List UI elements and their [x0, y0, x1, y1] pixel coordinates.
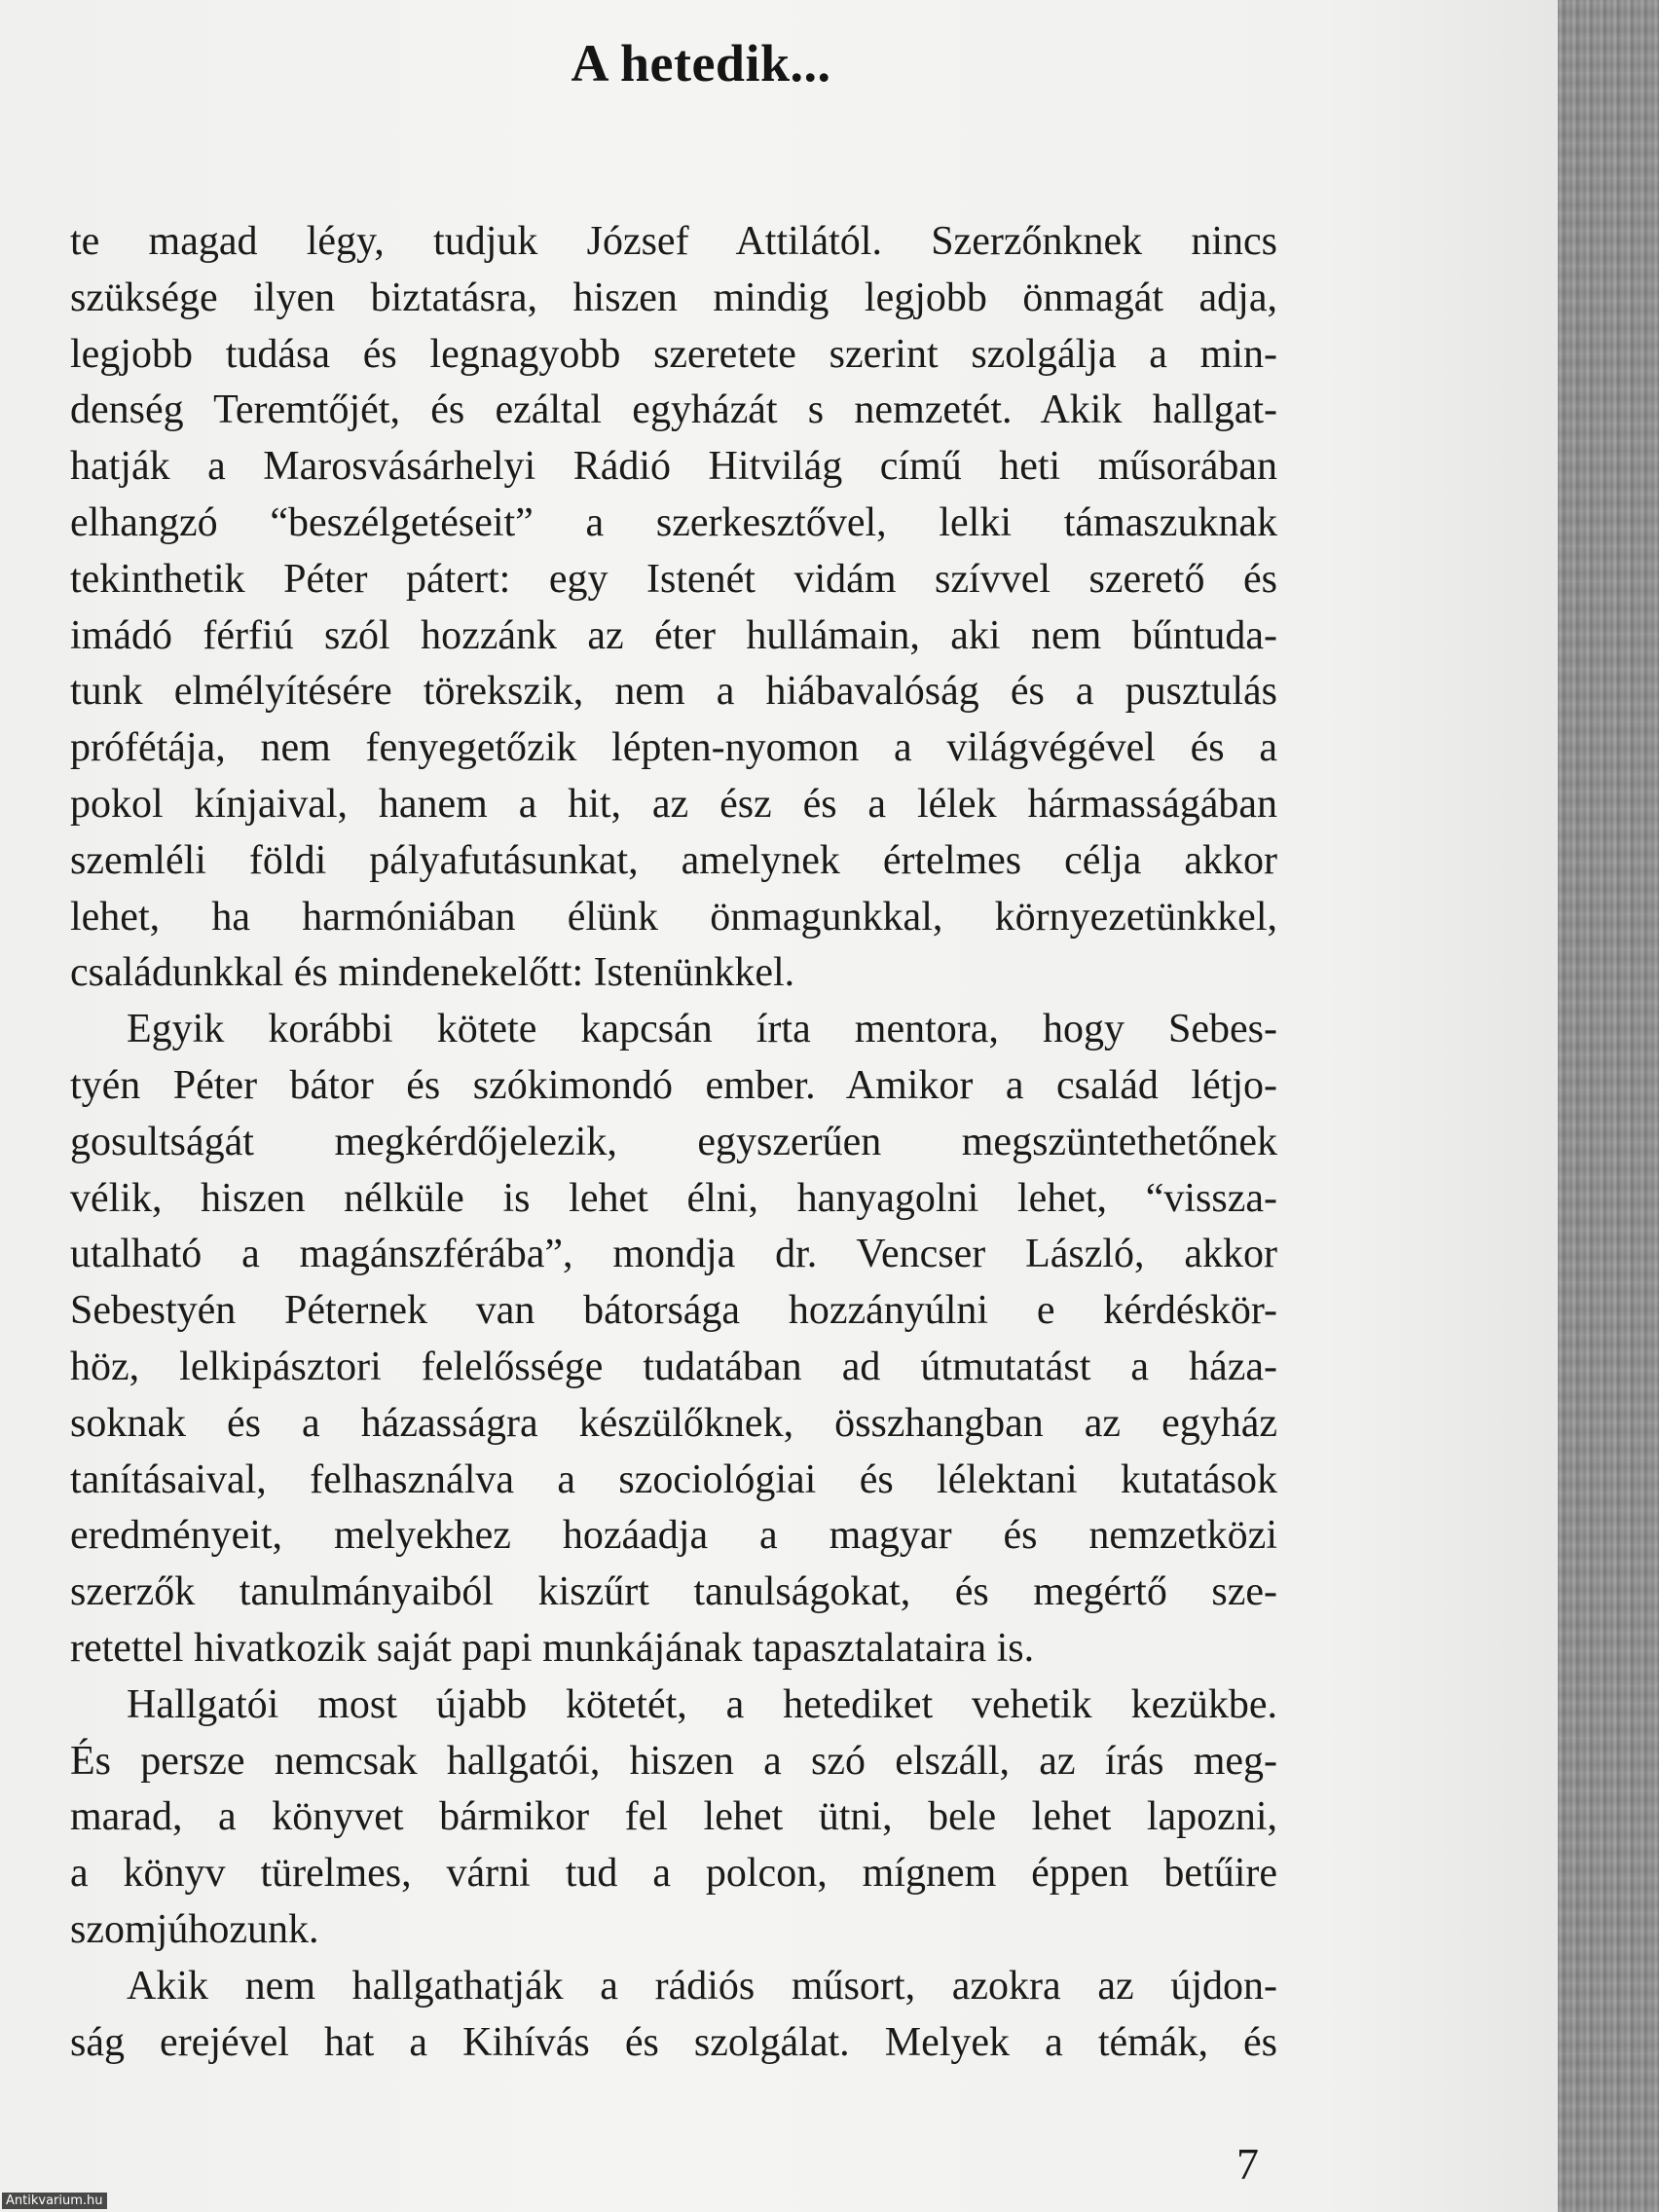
- text-line: höz, lelkipásztori felelőssége tudatában ad útmutatást a háza-: [70, 1344, 1277, 1389]
- text-line: Egyik korábbi kötete kapcsán írta mentora, hogy Sebes-: [127, 1007, 1277, 1052]
- text-line: gosultságát megkérdőjelezik, egyszerűen megszüntethetőnek: [70, 1119, 1277, 1164]
- text-line: Hallgatói most újabb kötetét, a hetediket vehetik kezükbe.: [127, 1681, 1277, 1727]
- text-line: prófétája, nem fenyegetőzik lépten-nyomon a világvégével és a: [70, 725, 1277, 771]
- text-line: a könyv türelmes, várni tud a polcon, mígnem éppen betűire: [70, 1851, 1277, 1897]
- text-line: szomjúhozunk.: [70, 1906, 319, 1952]
- text-line: retettel hivatkozik saját papi munkájának tapasztalataira is.: [70, 1625, 1035, 1671]
- text-line: soknak és a házasságra készülőknek, összhangban az egyház: [70, 1400, 1277, 1446]
- text-line: tanításaival, felhasználva a szociológiai és lélektani kutatások: [70, 1456, 1277, 1502]
- text-line: lehet, ha harmóniában élünk önmagunkkal, környezetünkkel,: [70, 894, 1277, 940]
- watermark: Antikvarium.hu: [2, 2193, 107, 2209]
- text-line: legjobb tudása és legnagyobb szeretete szerint szolgálja a min-: [70, 331, 1277, 377]
- text-line: Sebestyén Péternek van bátorsága hozzányúlni e kérdéskör-: [70, 1288, 1277, 1334]
- body-text: [70, 214, 1277, 2071]
- text-line: pokol kínjaival, hanem a hit, az ész és a lélek hármasságában: [70, 781, 1277, 827]
- text-line: És persze nemcsak hallgatói, hiszen a szó elszáll, az írás meg-: [70, 1738, 1277, 1784]
- text-line: vélik, hiszen nélküle is lehet élni, hanyagolni lehet, “vissza-: [70, 1175, 1277, 1221]
- page-number: 7: [1236, 2139, 1259, 2189]
- text-line: denség Teremtőjét, és ezáltal egyházát s nemzetét. Akik hallgat-: [70, 387, 1277, 433]
- text-line: családunkkal és mindenekelőtt: Istenünkkel.: [70, 950, 795, 996]
- text-line: imádó férfiú szól hozzánk az éter hullámain, aki nem bűntuda-: [70, 612, 1277, 658]
- text-line: szerzők tanulmányaiból kiszűrt tanulságokat, és megértő sze-: [70, 1569, 1277, 1615]
- text-line: utalható a magánszférába”, mondja dr. Vencser László, akkor: [70, 1232, 1277, 1277]
- text-line: ság erejével hat a Kihívás és szolgálat. Melyek a témák, és: [70, 2019, 1277, 2065]
- text-line: tekinthetik Péter pátert: egy Istenét vidám szívvel szerető és: [70, 556, 1277, 602]
- text-line: Akik nem hallgathatják a rádiós műsort, azokra az újdon-: [127, 1963, 1277, 2009]
- text-line: te magad légy, tudjuk József Attilától. Szerzőnknek nincs: [70, 219, 1277, 264]
- text-line: elhangzó “beszélgetéseit” a szerkesztővel, lelki támaszuknak: [70, 499, 1277, 545]
- text-line: szüksége ilyen biztatásra, hiszen mindig legjobb önmagát adja,: [70, 275, 1277, 320]
- page-title: A hetedik...: [571, 34, 831, 92]
- page-stack-edge: [1558, 0, 1659, 2212]
- text-line: hatják a Marosvásárhelyi Rádió Hitvilág című heti műsorában: [70, 444, 1277, 490]
- text-line: tunk elmélyítésére törekszik, nem a hiábavalóság és a pusztulás: [70, 669, 1277, 715]
- text-line: tyén Péter bátor és szókimondó ember. Amikor a család létjo-: [70, 1062, 1277, 1108]
- text-line: eredményeit, melyekhez hozáadja a magyar és nemzetközi: [70, 1513, 1277, 1559]
- text-line: marad, a könyvet bármikor fel lehet ütni, bele lehet lapozni,: [70, 1794, 1277, 1840]
- text-line: szemléli földi pályafutásunkat, amelynek értelmes célja akkor: [70, 837, 1277, 883]
